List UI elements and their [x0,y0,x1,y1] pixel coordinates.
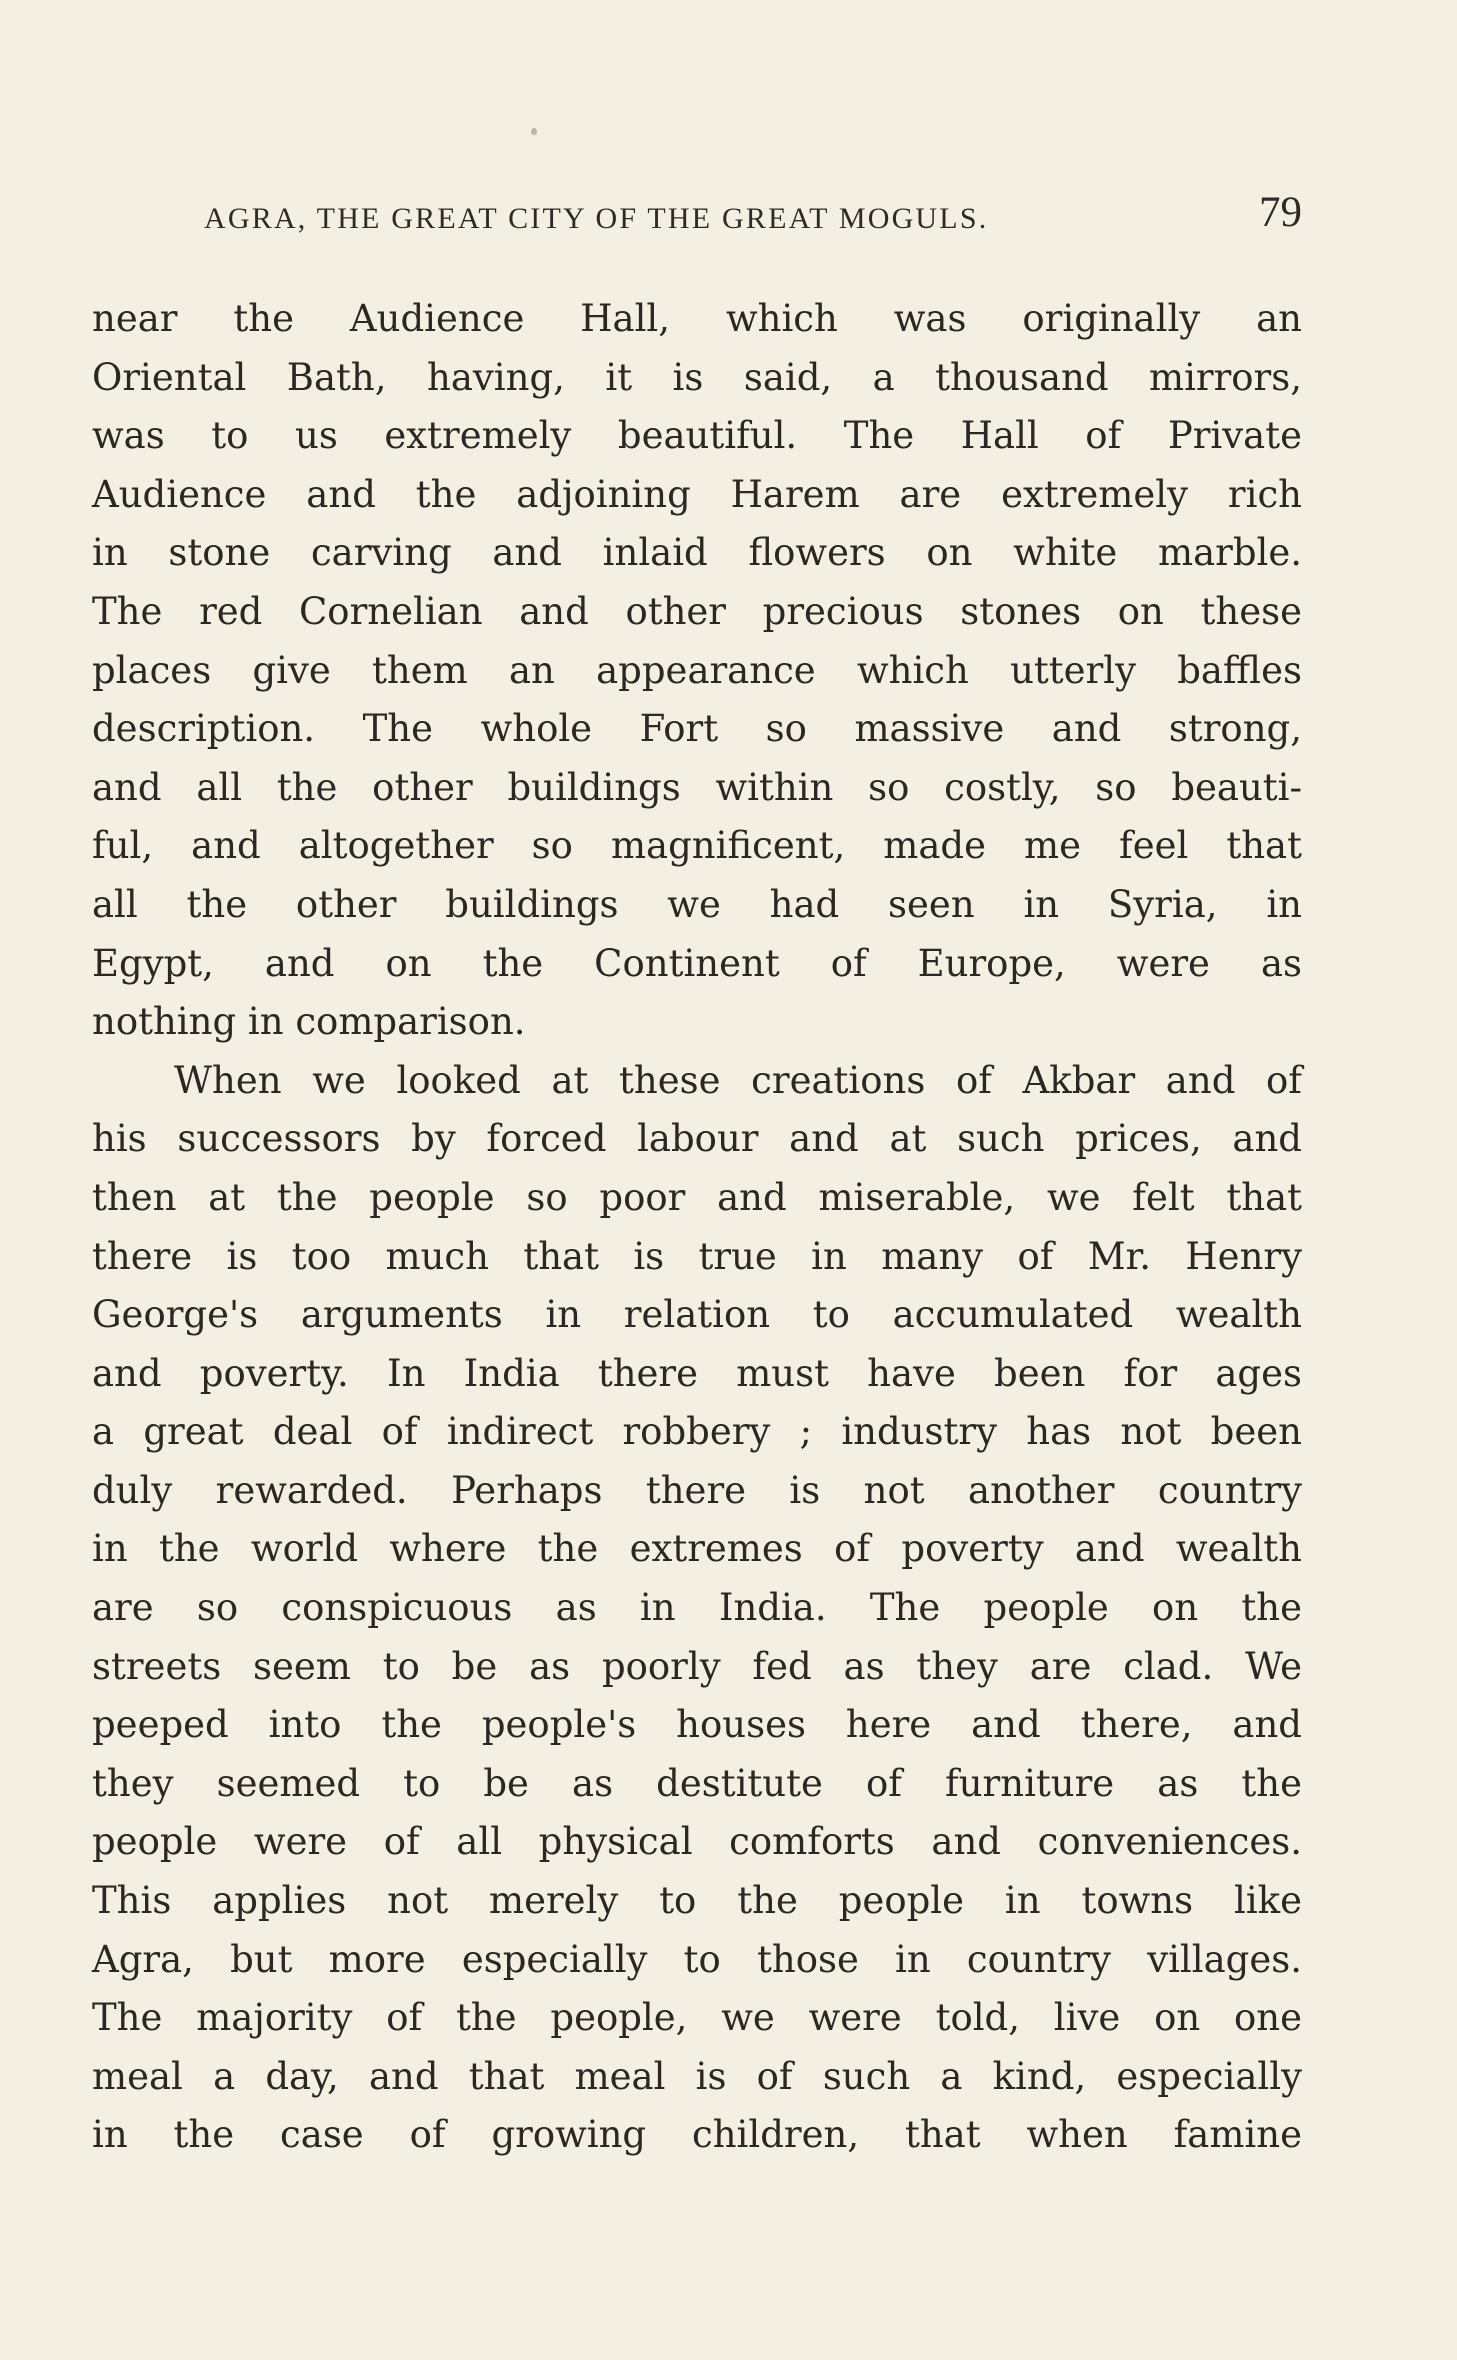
text-line: all the other buildings we had seen in Syria, in [92,882,1302,926]
text-line: and all the other buildings within so costly, so beauti- [92,765,1302,809]
text-line: Egypt, and on the Continent of Europe, were as [92,941,1302,985]
text-line: peeped into the people's houses here and there, and [92,1703,1302,1747]
text-line: George's arguments in relation to accumulated wealth [92,1293,1302,1337]
paragraph [92,290,1302,1052]
text-line: in stone carving and inlaid flowers on white marble. [92,531,1302,575]
text-line: places give them an appearance which utterly baffles [92,648,1302,692]
text-line: Oriental Bath, having, it is said, a thousand mirrors, [92,355,1302,399]
page-number: 79 [1259,189,1302,236]
text-line: people were of all physical comforts and conveniences. [92,1820,1302,1864]
text-line: in the world where the extremes of poverty and wealth [92,1527,1302,1571]
text-line: When we looked at these creations of Akbar and of [174,1058,1302,1102]
text-line: The red Cornelian and other precious stones on these [92,589,1302,633]
text-line: The majority of the people, we were told, live on one [92,1996,1302,2040]
text-line: near the Audience Hall, which was originally an [92,297,1302,340]
text-line: Agra, but more especially to those in country villages. [92,1937,1302,1981]
text-line: nothing in comparison. [92,1000,526,1044]
text-line: they seemed to be as destitute of furniture as the [92,1761,1302,1805]
paragraph [92,1052,1302,2165]
text-line: a great deal of indirect robbery ; industry has not been [92,1410,1302,1454]
text-line: duly rewarded. Perhaps there is not another country [92,1468,1302,1512]
text-line: are so conspicuous as in India. The people on the [92,1586,1302,1630]
running-head: AGRA, THE GREAT CITY OF THE GREAT MOGULS. [204,202,989,235]
text-line: his successors by forced labour and at such prices, and [92,1117,1302,1161]
text-line: streets seem to be as poorly fed as they are clad. We [92,1644,1302,1688]
text-line: in the case of growing children, that when famine [92,2113,1302,2157]
body-text [92,290,1302,2165]
text-line: was to us extremely beautiful. The Hall of Private [92,414,1302,458]
text-line: there is too much that is true in many of Mr. Henry [92,1234,1302,1278]
text-line: ful, and altogether so magnificent, made me feel that [92,824,1302,868]
text-line: then at the people so poor and miserable, we felt that [92,1175,1302,1219]
text-line: meal a day, and that meal is of such a kind, especially [92,2054,1302,2098]
text-line: and poverty. In India there must have been for ages [92,1351,1302,1395]
text-line: This applies not merely to the people in towns like [92,1879,1302,1923]
paper-speck [531,128,537,135]
text-line: Audience and the adjoining Harem are extremely rich [92,472,1302,516]
page-header [92,188,1302,248]
text-line: description. The whole Fort so massive and strong, [92,707,1302,751]
